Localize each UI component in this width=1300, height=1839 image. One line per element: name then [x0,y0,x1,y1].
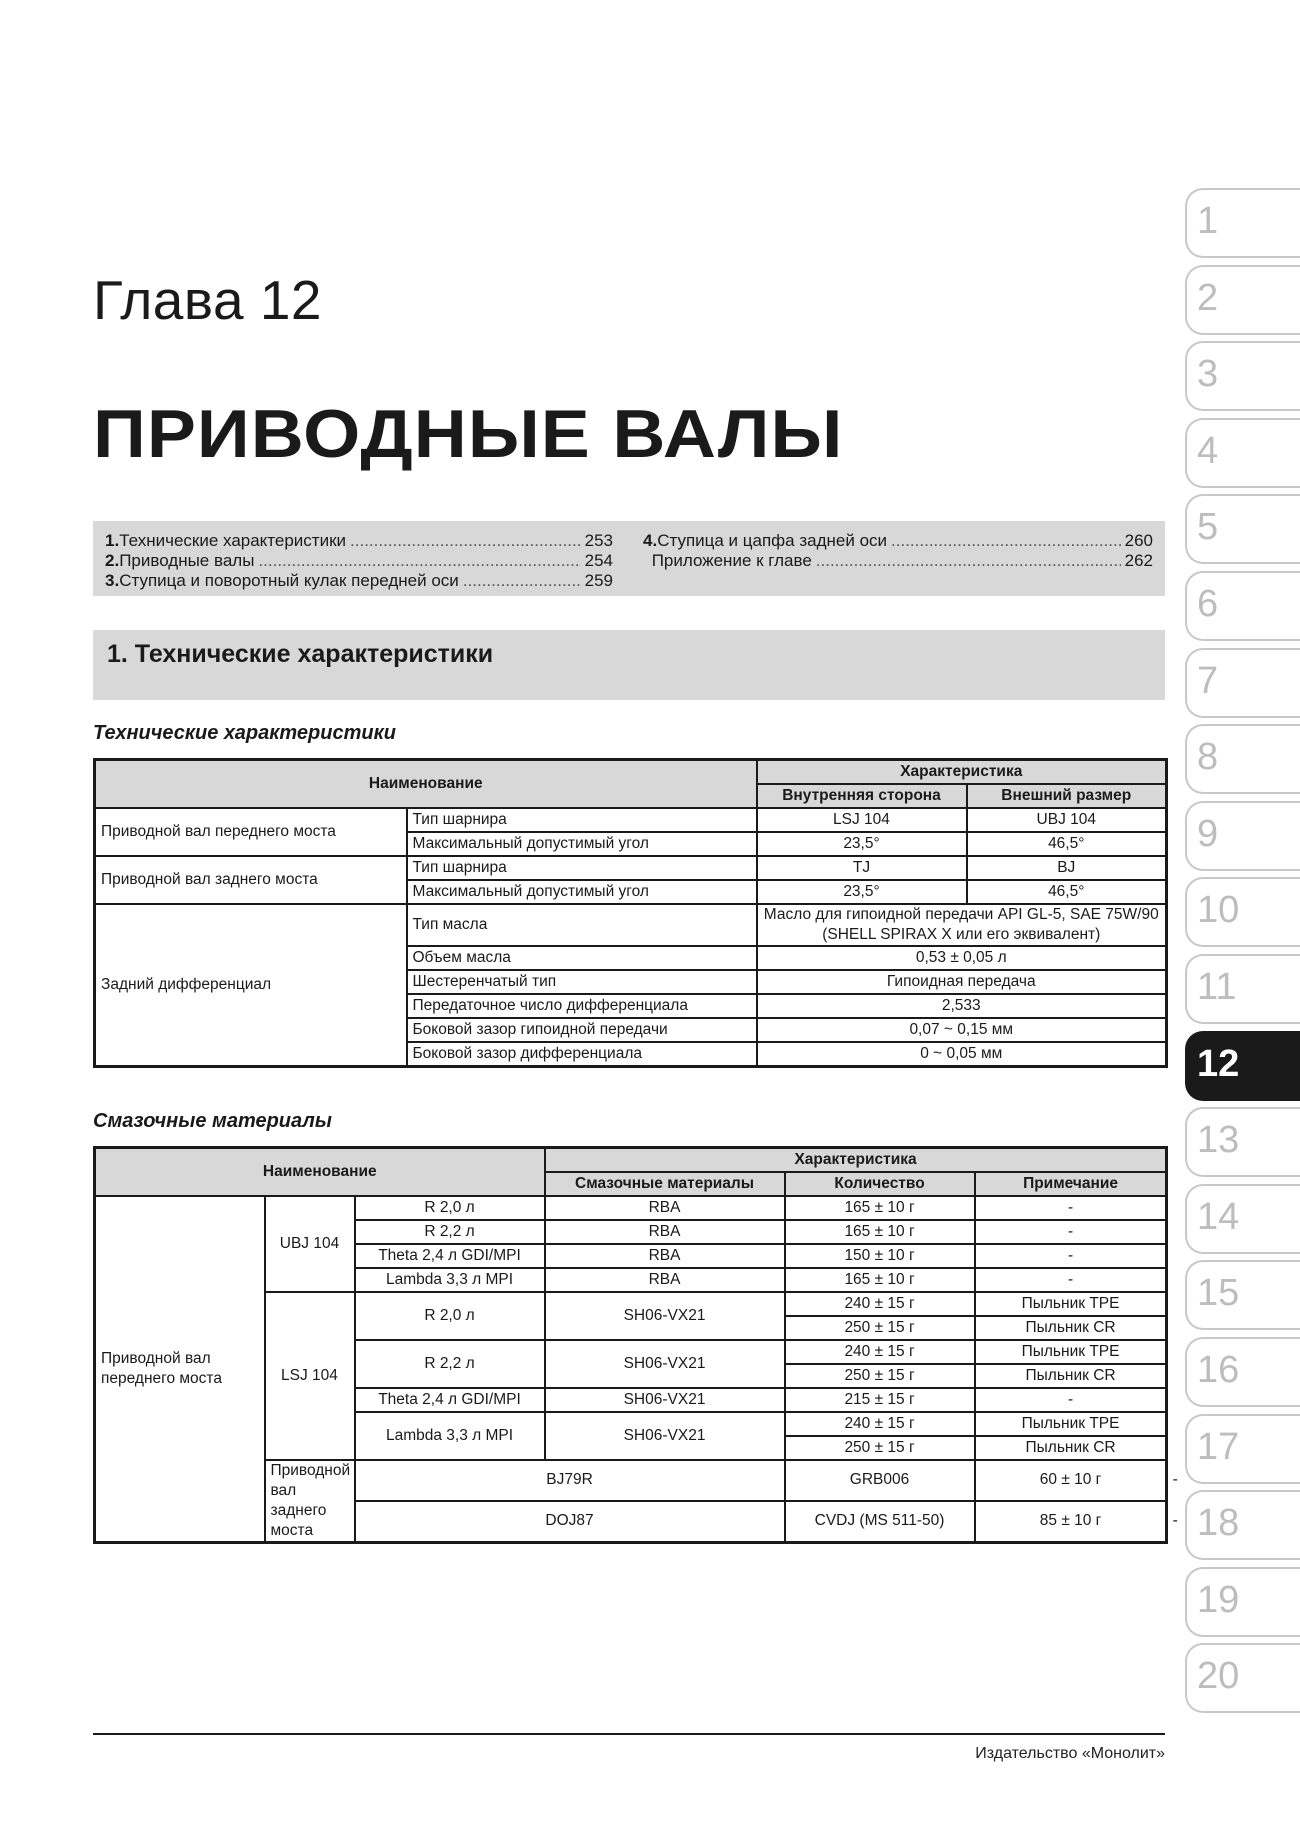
chapter-tab-label: 15 [1197,1272,1240,1315]
qty-cell: 250 ± 15 г [785,1364,975,1388]
table-row: DOJ87 CVDJ (MS 511-50) 85 ± 10 г - [95,1501,1167,1543]
qty-cell: 215 ± 15 г [785,1388,975,1412]
param-cell: Тип шарнира [407,856,757,880]
chapter-tab-11[interactable] [1185,954,1300,1024]
param-cell: Боковой зазор дифференциала [407,1042,757,1067]
qty-cell: 240 ± 15 г [785,1292,975,1316]
chapter-tab-2[interactable] [1185,265,1300,335]
lube-cell: GRB006 [785,1460,975,1501]
inner-cell: 23,5° [757,832,967,856]
toc-item-number: 2. [105,551,120,570]
lube-cell: SH06-VX21 [545,1388,785,1412]
chapter-tab-1[interactable] [1185,188,1300,258]
toc-item[interactable] [105,531,613,551]
lube-cell: SH06-VX21 [545,1412,785,1460]
chapter-tab-label: 18 [1197,1502,1240,1545]
note-cell: - [975,1244,1167,1268]
param-cell: Шестеренчатый тип [407,970,757,994]
qty-cell: 165 ± 10 г [785,1268,975,1292]
chapter-tab-label: 16 [1197,1349,1240,1391]
chapter-tab-label: 17 [1197,1425,1240,1468]
toc-dot-leader [816,551,1121,571]
qty-cell: 250 ± 15 г [785,1436,975,1460]
toc-item-label: Приводные валы [119,551,255,570]
qty-cell: 60 ± 10 г [975,1460,1167,1501]
note-cell: Пыльник TPE [975,1340,1167,1364]
table-of-contents [93,521,1165,596]
qty-cell: 150 ± 10 г [785,1244,975,1268]
header-quantity: Количество [785,1172,975,1196]
toc-item-label: Технические характеристики [119,531,347,550]
toc-item-label: Ступица и цапфа задней оси [657,531,888,550]
qty-cell: 250 ± 15 г [785,1316,975,1340]
chapter-tab-label: 2 [1197,276,1219,319]
value-cell: Масло для гипоидной передачи API GL-5, SAE 75W/90 (SHELL SPIRAX X или его эквивалент) [757,904,1167,946]
chapter-tab-label: 14 [1197,1195,1240,1238]
toc-item-page: 260 [1124,531,1153,550]
spec-table [93,758,1168,1068]
toc-item-label: Ступица и поворотный кулак передней оси [119,571,459,590]
engine-cell: R 2,2 л [355,1340,545,1388]
note-cell: Пыльник CR [975,1316,1167,1340]
chapter-tab-5[interactable] [1185,494,1300,564]
chapter-tab-17[interactable] [1185,1414,1300,1484]
chapter-tab-8[interactable] [1185,724,1300,794]
header-name: Наименование [95,760,757,809]
lube-cell: RBA [545,1196,785,1220]
table-row [95,904,1167,946]
toc-dot-leader [463,571,581,591]
toc-item-number: 3. [105,571,120,590]
toc-item-page: 259 [584,571,613,590]
note-cell: Пыльник TPE [975,1292,1167,1316]
value-cell: 0,07 ~ 0,15 мм [757,1018,1167,1042]
joint-cell: UBJ 104 [265,1196,355,1292]
group-cell: Приводной вал переднего моста [95,808,407,856]
chapter-tab-19[interactable] [1185,1567,1300,1637]
qty-cell: 240 ± 15 г [785,1412,975,1436]
chapter-tab-14[interactable] [1185,1184,1300,1254]
toc-column-left [105,531,613,591]
lube-table [93,1146,1178,1544]
lube-cell: SH06-VX21 [545,1292,785,1340]
chapter-tab-label: 10 [1197,889,1240,932]
note-cell: Пыльник CR [975,1436,1167,1460]
qty-cell: 165 ± 10 г [785,1196,975,1220]
chapter-tab-label: 1 [1197,200,1219,242]
engine-cell: Theta 2,4 л GDI/MPI [355,1388,545,1412]
value-cell: 2,533 [757,994,1167,1018]
lube-cell: SH06-VX21 [545,1340,785,1388]
inner-cell: 23,5° [757,880,967,904]
header-name: Наименование [95,1148,545,1197]
toc-item-label: Приложение к главе [651,551,812,570]
section-header [93,630,1165,700]
joint-cell: DOJ87 [355,1501,785,1543]
toc-dot-leader [258,551,580,571]
header-note: Примечание [975,1172,1167,1196]
chapter-tab-16[interactable] [1185,1337,1300,1407]
inner-cell: TJ [757,856,967,880]
chapter-tab-20[interactable] [1185,1643,1300,1713]
toc-item-page: 253 [584,531,613,550]
outer-cell: 46,5° [967,880,1167,904]
chapter-tab-label: 19 [1197,1578,1240,1621]
value-cell: 0,53 ± 0,05 л [757,946,1167,970]
header-lubricant: Смазочные материалы [545,1172,785,1196]
qty-cell: 165 ± 10 г [785,1220,975,1244]
lube-cell: RBA [545,1220,785,1244]
lube-cell: CVDJ (MS 511-50) [785,1501,975,1543]
joint-cell: BJ79R [355,1460,785,1501]
chapter-tab-9[interactable] [1185,801,1300,871]
engine-cell: R 2,0 л [355,1292,545,1340]
value-cell: 0 ~ 0,05 мм [757,1042,1167,1067]
chapter-tab-3[interactable] [1185,341,1300,411]
chapter-tab-7[interactable] [1185,648,1300,718]
value-cell: Гипоидная передача [757,970,1167,994]
spec-table-subtitle: Технические характеристики [93,722,396,744]
engine-cell: R 2,0 л [355,1196,545,1220]
chapter-tab-label: 7 [1197,659,1219,702]
param-cell: Передаточное число дифференциала [407,994,757,1018]
chapter-tab-label: 20 [1197,1655,1240,1698]
chapter-tab-4[interactable] [1185,418,1300,488]
header-characteristic: Характеристика [757,760,1167,785]
group-cell: Задний дифференциал [95,904,407,1067]
engine-cell: R 2,2 л [355,1220,545,1244]
lube-table-subtitle: Смазочные материалы [93,1110,332,1132]
qty-cell: 85 ± 10 г [975,1501,1167,1543]
outer-cell: UBJ 104 [967,808,1167,832]
param-cell: Тип масла [407,904,757,946]
chapter-tab-15[interactable] [1185,1260,1300,1330]
param-cell: Боковой зазор гипоидной передачи [407,1018,757,1042]
toc-dot-leader [891,531,1121,551]
param-cell: Тип шарнира [407,808,757,832]
toc-item-number: 1. [105,531,120,550]
header-inner-side: Внутренняя сторона [757,784,967,808]
toc-item-number: 4. [643,531,658,550]
group-cell: Приводной вал заднего моста [265,1460,355,1543]
chapter-tab-18[interactable] [1185,1490,1300,1560]
lube-cell: RBA [545,1244,785,1268]
toc-item[interactable] [643,551,1153,571]
chapter-tab-label: 4 [1197,429,1219,472]
param-cell: Объем масла [407,946,757,970]
param-cell: Максимальный допустимый угол [407,832,757,856]
footer-divider [93,1733,1165,1735]
section-title: 1. Технические характеристики [107,640,494,668]
chapter-tab-6[interactable] [1185,571,1300,641]
chapter-tab-12[interactable] [1185,1031,1300,1101]
chapter-tab-label: 8 [1197,736,1219,779]
toc-item-page: 262 [1124,551,1153,570]
chapter-tab-10[interactable] [1185,877,1300,947]
note-cell: - [975,1196,1167,1220]
toc-item[interactable] [643,531,1153,551]
note-cell: Пыльник CR [975,1364,1167,1388]
qty-cell: 240 ± 15 г [785,1340,975,1364]
toc-item[interactable] [105,571,613,591]
outer-cell: BJ [967,856,1167,880]
toc-item[interactable] [105,551,613,571]
engine-cell: Lambda 3,3 л MPI [355,1412,545,1460]
note-cell: Пыльник TPE [975,1412,1167,1436]
param-cell: Максимальный допустимый угол [407,880,757,904]
note-cell: - [975,1220,1167,1244]
chapter-tab-label: 5 [1197,506,1219,549]
chapter-tab-label: 11 [1197,966,1237,1008]
inner-cell: LSJ 104 [757,808,967,832]
header-outer-size: Внешний размер [967,784,1167,808]
note-cell: - [975,1388,1167,1412]
chapter-title: ПРИВОДНЫЕ ВАЛЫ [93,396,844,472]
table-row [95,1196,1167,1220]
lube-cell: RBA [545,1268,785,1292]
table-row [95,808,1167,832]
chapter-tab-label: 3 [1197,353,1219,396]
toc-item-page: 254 [584,551,613,570]
chapter-tab-label: 12 [1197,1042,1240,1085]
chapter-label: Глава 12 [93,269,323,331]
toc-dot-leader [350,531,581,551]
header-characteristic: Характеристика [545,1148,1167,1173]
engine-cell: Lambda 3,3 л MPI [355,1268,545,1292]
group-cell: Приводной вал заднего моста [95,856,407,904]
chapter-tab-label: 9 [1197,812,1219,855]
toc-column-right [643,531,1153,571]
note-cell: - [975,1268,1167,1292]
chapter-tab-label: 13 [1197,1119,1240,1162]
chapter-tab-label: 6 [1197,583,1219,625]
outer-cell: 46,5° [967,832,1167,856]
group-cell: Приводной вал переднего моста [95,1196,265,1543]
table-row: Приводной вал заднего моста BJ79R GRB006 60 ± 10 г - [95,1460,1167,1501]
joint-cell: LSJ 104 [265,1292,355,1460]
engine-cell: Theta 2,4 л GDI/MPI [355,1244,545,1268]
chapter-tab-13[interactable] [1185,1107,1300,1177]
publisher-footer: Издательство «Монолит» [975,1745,1165,1762]
table-row [95,856,1167,880]
